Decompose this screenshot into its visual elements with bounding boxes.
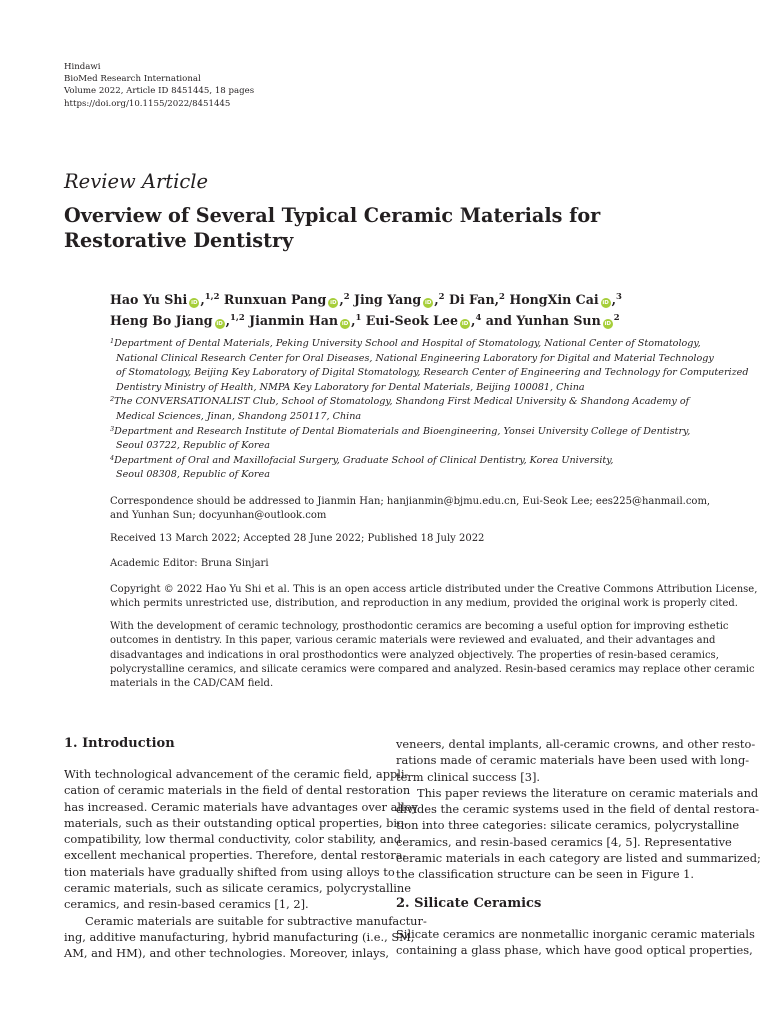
paragraph bbox=[396, 736, 756, 785]
paragraph bbox=[64, 913, 427, 962]
paragraph-line: has increased. Ceramic materials have advantages over alloy bbox=[64, 799, 418, 814]
affiliation-marker: 1,2 bbox=[229, 312, 245, 323]
author-name: and Yunhan Sun bbox=[485, 312, 601, 328]
affiliation-line bbox=[110, 366, 749, 381]
copyright-line: which permits unrestricted use, distribution, and reproduction in any medium, provided the original work is properly cited. bbox=[110, 598, 738, 610]
section-heading-introduction: 1. Introduction bbox=[64, 736, 175, 751]
paragraph-line: veneers, dental implants, all-ceramic crowns, and other resto- bbox=[396, 737, 756, 751]
author: Heng Bo Jiang iD ,$^{1,2}$ bbox=[110, 312, 245, 328]
orcid-icon: iD bbox=[461, 320, 469, 327]
paragraph-line: AM, and HM), and other technologies. Moreover, inlays, bbox=[64, 946, 390, 961]
affiliation-text: Department of Dental Materials, Peking University School and Hospital of Stomatology, National Center of Stomatology, bbox=[114, 338, 701, 349]
author-name: Hao Yu Shi bbox=[110, 292, 188, 307]
author: Runxuan Pang iD ,$^2$ bbox=[223, 292, 350, 307]
paragraph bbox=[396, 785, 761, 883]
affiliation-line bbox=[110, 337, 720, 352]
affiliation-marker: 4 bbox=[475, 312, 482, 323]
orcid-icon: iD bbox=[602, 300, 609, 306]
abstract bbox=[110, 620, 755, 691]
affiliation-text: Department and Research Institute of Dental Biomaterials and Bioengineering, Yonsei University College of Dentistry, bbox=[114, 425, 691, 437]
affiliation-marker: 2 bbox=[343, 292, 350, 302]
correspondence bbox=[110, 495, 710, 524]
paragraph-line: Silicate ceramics are nonmetallic inorganic ceramic materials bbox=[396, 926, 755, 941]
copyright-notice bbox=[110, 583, 758, 612]
paragraph-line: term clinical success [3]. bbox=[396, 769, 541, 784]
author: Hao Yu Shi iD ,$^{1,2}$ bbox=[110, 292, 220, 307]
academic-editor: Academic Editor: Bruna Sinjari bbox=[110, 558, 269, 569]
paragraph-line: ceramic materials, such as silicate ceramics, polycrystalline bbox=[64, 881, 411, 896]
affiliation-text: Seoul 08308, Republic of Korea bbox=[116, 469, 270, 481]
orcid-icon: iD bbox=[330, 300, 337, 306]
paragraph-line: This paper reviews the literature on ceramic materials and bbox=[417, 785, 759, 800]
author: Jing Yang iD ,$^2$ bbox=[354, 292, 445, 307]
paragraph-line: tion into three categories: silicate ceramics, polycrystalline bbox=[396, 818, 740, 833]
paragraph-line: ceramics, and resin-based ceramics [1, 2]. bbox=[64, 897, 309, 912]
title-line: Restorative Dentistry bbox=[64, 229, 294, 252]
volume-line: Volume 2022, Article ID 8451445, 18 pages bbox=[64, 86, 255, 97]
correspondence-line: Correspondence should be addressed to Jianmin Han; hanjianmin@bjmu.edu.cn, Eui-Seok Lee; ees225@hanmail.com, bbox=[110, 496, 711, 507]
abstract-line: materials in the CAD/CAM field. bbox=[110, 678, 274, 690]
correspondence-line: and Yunhan Sun; docyunhan@outlook.com bbox=[110, 510, 327, 522]
affiliation-line bbox=[110, 395, 720, 410]
article-type: Review Article bbox=[64, 170, 209, 193]
affiliation-marker: 1,2 bbox=[204, 292, 220, 302]
affiliation-marker: 2 bbox=[613, 312, 620, 323]
paragraph-line: Ceramic materials are suitable for subtractive manufactur- bbox=[85, 913, 427, 928]
article-title bbox=[64, 203, 684, 253]
section-heading-silicate-ceramics: 2. Silicate Ceramics bbox=[396, 895, 542, 911]
affiliation-marker: 1 bbox=[355, 312, 362, 323]
paragraph bbox=[64, 766, 418, 913]
affiliation-line bbox=[110, 454, 720, 469]
paragraph-line: ceramics, and resin-based ceramics [4, 5]. Representative bbox=[396, 834, 732, 849]
author-name: Heng Bo Jiang bbox=[110, 312, 213, 328]
author-name: Eui-Seok Lee bbox=[365, 312, 459, 328]
author-list bbox=[110, 290, 710, 331]
affiliation-text: Medical Sciences, Jinan, Shandong 250117, China bbox=[116, 410, 362, 422]
paragraph bbox=[396, 926, 755, 959]
doi-link[interactable]: https://doi.org/10.1155/2022/8451445 bbox=[64, 98, 231, 109]
paragraph-line: materials, such as their outstanding optical properties, bio- bbox=[64, 815, 408, 830]
publisher-name: Hindawi bbox=[64, 62, 101, 72]
author bbox=[486, 313, 620, 328]
affiliation-text: of Stomatology, Beijing Key Laboratory of Digital Stomatology, Research Center of Engineering and Technology for Computerized bbox=[116, 367, 749, 379]
orcid-icon: iD bbox=[604, 320, 611, 327]
affiliation-line bbox=[110, 439, 720, 454]
author-row bbox=[110, 311, 710, 332]
affiliation-text: Dentistry Ministry of Health, NMPA Key Laboratory for Dental Materials, Beijing 100081, China bbox=[116, 381, 585, 393]
paragraph-line: tion materials have gradually shifted from using alloys to bbox=[64, 864, 395, 879]
affiliation-number: 4 bbox=[110, 453, 115, 462]
author-name: HongXin Cai bbox=[509, 292, 599, 307]
masthead bbox=[64, 61, 254, 110]
paragraph-line: the classification structure can be seen in Figure 1. bbox=[396, 867, 695, 882]
affiliation-line bbox=[110, 425, 720, 440]
paragraph-line: cation of ceramic materials in the field of dental restoration bbox=[64, 783, 411, 798]
orcid-icon: iD bbox=[191, 300, 198, 306]
affiliation-line bbox=[110, 410, 720, 425]
affiliation-number: 2 bbox=[110, 395, 115, 404]
body-column-right bbox=[396, 736, 761, 958]
author-name: Di Fan bbox=[448, 292, 495, 307]
journal-name: BioMed Research International bbox=[64, 74, 201, 85]
orcid-icon: iD bbox=[425, 300, 432, 306]
affiliation-text: Department of Oral and Maxillofacial Surgery, Graduate School of Clinical Dentistry, Korea University, bbox=[114, 454, 614, 466]
paragraph-line: ceramic materials in each category are listed and summarized; bbox=[396, 851, 761, 866]
paragraph-line: With technological advancement of the ceramic field, appli- bbox=[64, 767, 409, 781]
publication-dates: Received 13 March 2022; Accepted 28 June 2022; Published 18 July 2022 bbox=[110, 533, 485, 544]
abstract-line: polycrystalline ceramics, and silicate ceramics were compared and analyzed. Resin-based ceramics may replace other ceramic bbox=[110, 663, 755, 675]
affiliation-text: National Clinical Research Center for Oral Diseases, National Engineering Laboratory for Digital and Material Technology bbox=[116, 352, 714, 364]
affiliation-text: Seoul 03722, Republic of Korea bbox=[116, 440, 270, 452]
affiliation-text: The CONVERSATIONALIST Club, School of Stomatology, Shandong First Medical University & Shandong Academy of bbox=[114, 396, 690, 408]
abstract-line: With the development of ceramic technology, prosthodontic ceramics are becoming a useful option for improving esthetic bbox=[110, 621, 729, 632]
affiliation-number: 1 bbox=[110, 337, 115, 345]
affiliation-line bbox=[110, 468, 720, 483]
affiliation-marker: 2 bbox=[438, 292, 445, 302]
paragraph-line: compatibility, low thermal conductivity, color stability, and bbox=[64, 832, 402, 847]
abstract-line: outcomes in dentistry. In this paper, various ceramic materials were reviewed and evaluated, and their advantages and bbox=[110, 635, 716, 647]
author-row bbox=[110, 290, 710, 311]
orcid-icon: iD bbox=[216, 320, 223, 327]
paragraph-line: divides the ceramic systems used in the field of dental restora- bbox=[396, 802, 760, 817]
author: HongXin Cai iD ,$^3$ bbox=[509, 292, 622, 307]
paragraph-line: excellent mechanical properties. Therefore, dental restora- bbox=[64, 848, 407, 863]
author-name: Runxuan Pang bbox=[223, 292, 327, 307]
author: Eui-Seok Lee iD ,$^4$ bbox=[365, 312, 482, 328]
affiliation-line bbox=[110, 381, 720, 396]
title-line: Overview of Several Typical Ceramic Materials for bbox=[64, 204, 601, 227]
body-column-left bbox=[64, 736, 427, 962]
author-name: Jing Yang bbox=[354, 292, 422, 307]
affiliation-line bbox=[110, 352, 720, 367]
affiliation-number: 3 bbox=[110, 424, 115, 433]
affiliation-marker: 3 bbox=[616, 292, 622, 302]
author: Di Fan,$^2$ bbox=[448, 292, 505, 307]
author-name: Jianmin Han bbox=[249, 312, 339, 328]
orcid-icon: iD bbox=[341, 320, 349, 327]
paragraph-line: containing a glass phase, which have good optical properties, bbox=[396, 942, 753, 957]
affiliation-list bbox=[110, 337, 749, 483]
affiliation-marker: 2 bbox=[499, 292, 505, 302]
paragraph-line: ing, additive manufacturing, hybrid manufacturing (i.e., SM, bbox=[64, 929, 415, 944]
copyright-line: Copyright © 2022 Hao Yu Shi et al. This is an open access article distributed under the Creative Commons Attribution License, bbox=[110, 584, 758, 595]
paragraph-line: rations made of ceramic materials have been used with long- bbox=[396, 753, 750, 768]
author: Jianmin Han iD ,$^1$ bbox=[249, 312, 362, 328]
abstract-line: disadvantages and indications in oral prosthodontics were analyzed objectively. The properties of resin-based ceramics, bbox=[110, 649, 719, 661]
